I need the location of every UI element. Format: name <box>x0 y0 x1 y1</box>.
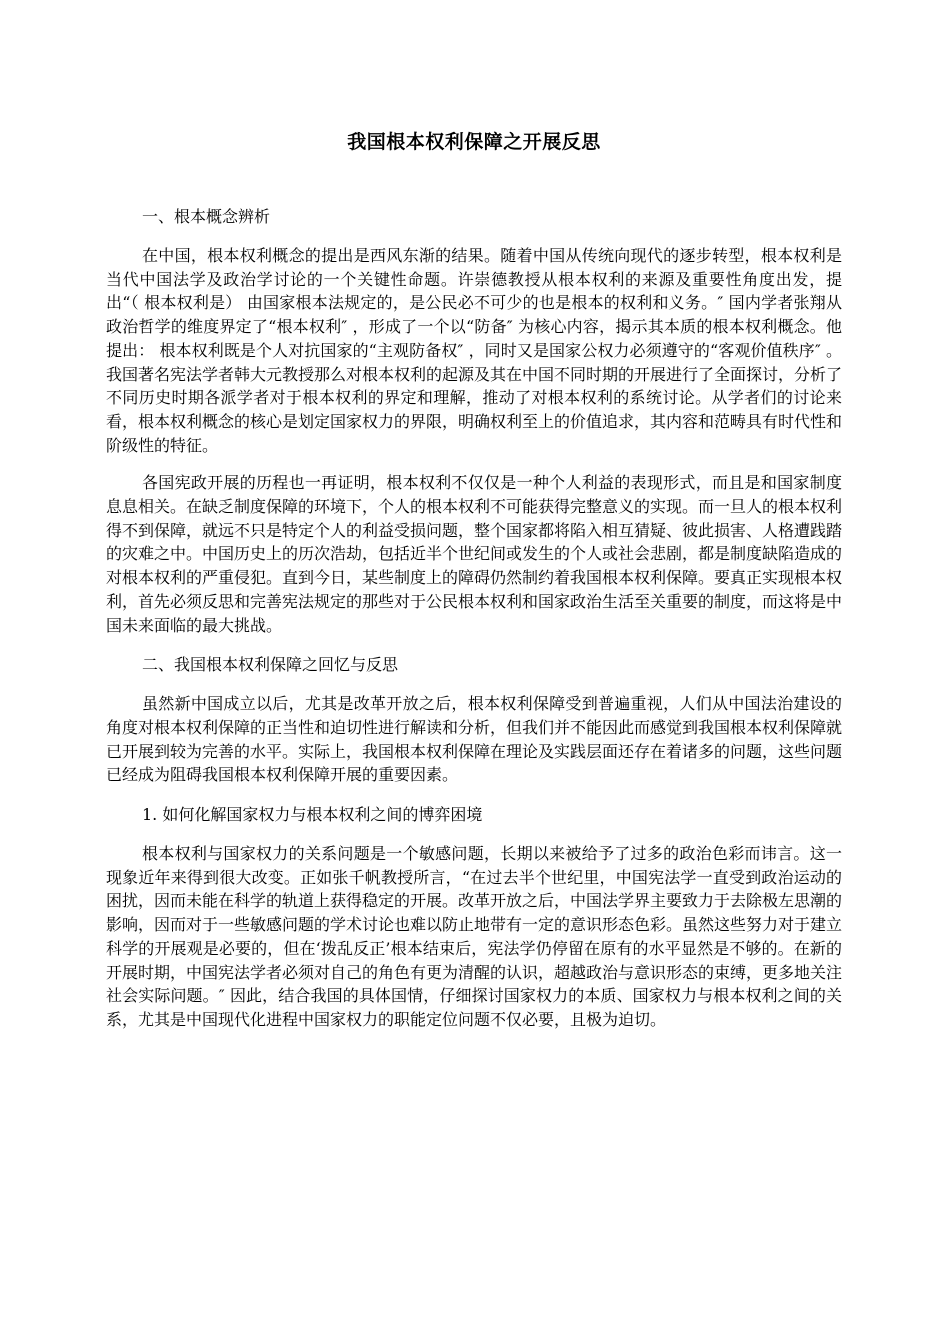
section-heading-2: 二、我国根本权利保障之回忆与反思 <box>142 655 399 675</box>
document-page <box>106 112 842 1046</box>
paragraph-2: 各国宪政开展的历程也一再证明，根本权利不仅仅是一种个人利益的表现形式，而且是和国家制度息息相关。在缺乏制度保障的环境下，个人的根本权利不可能获得完整意义的实现。而一旦人的根本权利得不到保障，就远不只是特定个人的利益受损问题，整个国家都将陷入相互猜疑、彼此损害、人格遭践踏的灾难之中。中国历史上的历次浩劫，包括近半个世纪间或发生的个人或社会悲剧，都是制度缺陷造成的对根本权利的严重侵犯。直到今日，某些制度上的障碍仍然制约着我国根本权利保障。要真正实现根本权利，首先必须反思和完善宪法规定的那些对于公民根本权利和国家政治生活至关重要的制度，而这将是中国未来面临的最大挑战。 <box>106 473 843 635</box>
subsection-heading-1: 1. 如何化解国家权力与根本权利之间的博弈困境 <box>142 805 483 825</box>
paragraph-1: 在中国，根本权利概念的提出是西风东渐的结果。随着中国从传统向现代的逐步转型，根本权利是当代中国法学及政治学讨论的一个关键性命题。许崇德教授从根本权利的来源及重要性角度出发，提出“（ 根本权利是） 由国家根本法规定的，是公民必不可少的也是根本的权利和义务。″ 国内学者张翔从政治哲学的维度界定了“根本权利″ ，形成了一个以“防备″ 为核心内容，揭示其本质的根本权利概念。他提出： 根本权利既是个人对抗国家的“主观防备权″ ，同时又是国家公权力必须遵守的“客观价值秩序″ 。我国著名宪法学者韩大元教授那么对根本权利的起源及其在中国不同时期的开展进行了全面探讨，分析了不同历史时期各派学者对于根本权利的界定和理解，推动了对根本权利的系统讨论。从学者们的讨论来看，根本权利概念的核心是划定国家权力的界限，明确权利至上的价值追求，其内容和范畴具有时代性和阶级性的特征。 <box>106 246 843 455</box>
document-title: 我国根本权利保障之开展反思 <box>347 131 601 153</box>
paragraph-3: 虽然新中国成立以后，尤其是改革开放之后，根本权利保障受到普遍重视，人们从中国法治建设的角度对根本权利保障的正当性和迫切性进行解读和分析，但我们并不能因此而感觉到我国根本权利保障就已开展到较为完善的水平。实际上，我国根本权利保障在理论及实践层面还存在着诸多的问题，这些问题已经成为阻碍我国根本权利保障开展的重要因素。 <box>106 694 843 785</box>
paragraph-4: 根本权利与国家权力的关系问题是一个敏感问题，长期以来被给予了过多的政治色彩而讳言。这一现象近年来得到很大改变。正如张千帆教授所言，“在过去半个世纪里，中国宪法学一直受到政治运动的困扰，因而未能在科学的轨道上获得稳定的开展。改革开放之后，中国法学界主要致力于去除极左思潮的影响，因而对于一些敏感问题的学术讨论也难以防止地带有一定的意识形态色彩。虽然这些努力对于建立科学的开展观是必要的，但在‘拨乱反正’根本结束后，宪法学仍停留在原有的水平显然是不够的。在新的开展时期，中国宪法学者必须对自己的角色有更为清醒的认识，超越政治与意识形态的束缚，更多地关注社会实际问题。″ 因此，结合我国的具体国情，仔细探讨国家权力的本质、国家权力与根本权利之间的关系，尤其是中国现代化进程中国家权力的职能定位问题不仅必要，且极为迫切。 <box>106 844 843 1029</box>
section-heading-1: 一、根本概念辨析 <box>142 207 271 226</box>
